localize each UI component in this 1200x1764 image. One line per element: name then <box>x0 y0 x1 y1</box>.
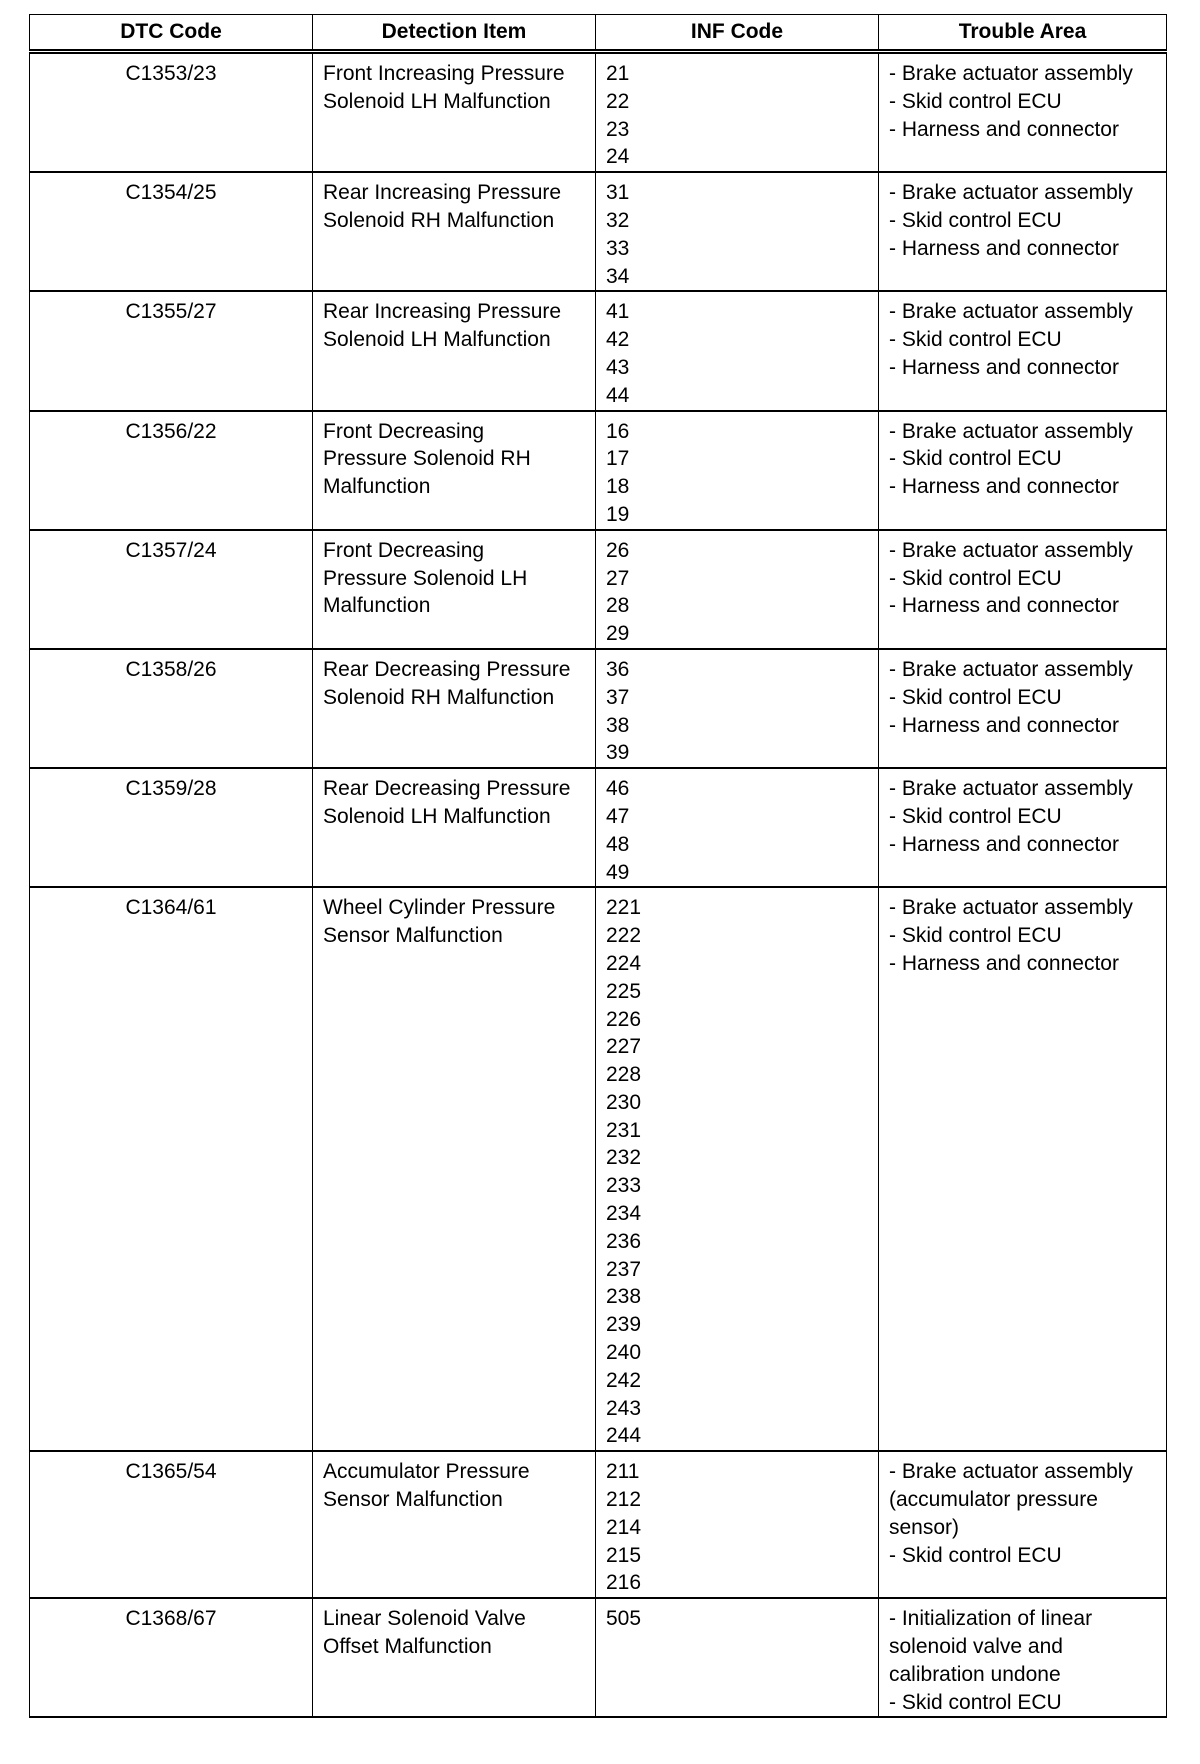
trouble-area-line: - Skid control ECU <box>889 1543 1062 1567</box>
trouble-area-line: - Harness and connector <box>889 236 1119 260</box>
trouble-area-line: - Brake actuator assembly <box>889 657 1133 681</box>
trouble-area-line: - Brake actuator assembly <box>889 777 1133 801</box>
table-row <box>30 649 1167 768</box>
detection-item-line: Front Decreasing <box>323 538 485 562</box>
dtc-code-cell: C1365/54 <box>30 1451 313 1598</box>
inf-code: 31 <box>606 181 630 205</box>
trouble-area-line: - Brake actuator assembly <box>889 300 1133 324</box>
inf-code: 231 <box>606 1118 642 1142</box>
trouble-area-line: - Skid control ECU <box>889 924 1062 948</box>
trouble-area-cell <box>879 768 1167 887</box>
inf-code: 233 <box>606 1174 642 1198</box>
inf-code: 238 <box>606 1285 642 1309</box>
detection-item-cell <box>313 291 596 410</box>
inf-code-cell <box>596 1598 879 1717</box>
table-row <box>30 887 1167 1451</box>
inf-code: 29 <box>606 622 630 646</box>
inf-code: 227 <box>606 1035 642 1059</box>
inf-code: 228 <box>606 1063 642 1087</box>
detection-item-cell <box>313 768 596 887</box>
inf-code: 236 <box>606 1229 642 1253</box>
trouble-area-cell <box>879 291 1167 410</box>
table-row <box>30 52 1167 173</box>
detection-item-line: Pressure Solenoid LH <box>323 566 528 590</box>
inf-code-cell <box>596 768 879 887</box>
trouble-area-cell <box>879 1451 1167 1598</box>
detection-item-line: Front Decreasing <box>323 419 485 443</box>
inf-code-cell <box>596 649 879 768</box>
trouble-area-line: solenoid valve and <box>889 1635 1063 1659</box>
trouble-area-line: - Skid control ECU <box>889 447 1062 471</box>
inf-code-cell <box>596 52 879 173</box>
trouble-area-line: - Harness and connector <box>889 117 1119 141</box>
trouble-area-cell <box>879 172 1167 291</box>
detection-item-line: Rear Increasing Pressure <box>323 181 562 205</box>
inf-code: 33 <box>606 236 630 260</box>
trouble-area-line: - Skid control ECU <box>889 1690 1062 1714</box>
trouble-area-line: - Harness and connector <box>889 713 1119 737</box>
table-row <box>30 1598 1167 1717</box>
inf-code: 32 <box>606 208 630 232</box>
trouble-area-line: - Harness and connector <box>889 832 1119 856</box>
dtc-code-cell: C1368/67 <box>30 1598 313 1717</box>
inf-code: 43 <box>606 355 630 379</box>
trouble-area-cell <box>879 530 1167 649</box>
inf-code: 240 <box>606 1341 642 1365</box>
inf-code: 211 <box>606 1460 640 1484</box>
trouble-area-line: - Brake actuator assembly <box>889 181 1133 205</box>
table-row <box>30 291 1167 410</box>
table-row <box>30 172 1167 291</box>
inf-code: 222 <box>606 924 642 948</box>
detection-item-line: Accumulator Pressure <box>323 1460 530 1484</box>
detection-item-cell <box>313 887 596 1451</box>
trouble-area-line: (accumulator pressure <box>889 1488 1098 1512</box>
dtc-code-cell: C1354/25 <box>30 172 313 291</box>
detection-item-line: Pressure Solenoid RH <box>323 447 531 471</box>
dtc-table <box>29 14 1167 1718</box>
inf-code: 234 <box>606 1202 642 1226</box>
inf-code: 225 <box>606 979 642 1003</box>
table-row <box>30 530 1167 649</box>
table-body <box>30 52 1167 1718</box>
inf-code: 23 <box>606 117 630 141</box>
trouble-area-line: - Brake actuator assembly <box>889 896 1133 920</box>
inf-code: 237 <box>606 1257 642 1281</box>
inf-code: 16 <box>606 419 630 443</box>
header-detection-item: Detection Item <box>313 15 596 52</box>
inf-code-cell <box>596 411 879 530</box>
inf-code: 19 <box>606 502 630 526</box>
trouble-area-line: - Initialization of linear <box>889 1607 1093 1631</box>
inf-code: 214 <box>606 1515 642 1539</box>
inf-code: 24 <box>606 145 630 169</box>
detection-item-line: Solenoid LH Malfunction <box>323 328 551 352</box>
trouble-area-line: - Harness and connector <box>889 475 1119 499</box>
inf-code: 224 <box>606 951 642 975</box>
trouble-area-line: - Brake actuator assembly <box>889 538 1133 562</box>
dtc-code-cell: C1356/22 <box>30 411 313 530</box>
inf-code: 28 <box>606 594 630 618</box>
detection-item-line: Malfunction <box>323 475 431 499</box>
inf-code: 34 <box>606 264 630 288</box>
trouble-area-line: - Skid control ECU <box>889 208 1062 232</box>
inf-code-cell <box>596 1451 879 1598</box>
inf-code: 38 <box>606 713 630 737</box>
trouble-area-line: - Harness and connector <box>889 951 1119 975</box>
header-trouble-area: Trouble Area <box>879 15 1167 52</box>
trouble-area-line: calibration undone <box>889 1662 1061 1686</box>
detection-item-line: Solenoid RH Malfunction <box>323 685 555 709</box>
inf-code: 18 <box>606 475 630 499</box>
inf-code: 41 <box>606 300 630 324</box>
detection-item-line: Linear Solenoid Valve <box>323 1607 526 1631</box>
detection-item-line: Offset Malfunction <box>323 1635 492 1659</box>
inf-code: 216 <box>606 1571 642 1595</box>
detection-item-cell <box>313 1598 596 1717</box>
inf-code: 47 <box>606 804 630 828</box>
detection-item-line: Rear Decreasing Pressure <box>323 657 571 681</box>
detection-item-line: Front Increasing Pressure <box>323 62 565 85</box>
trouble-area-line: - Skid control ECU <box>889 89 1062 113</box>
inf-code: 17 <box>606 447 630 471</box>
detection-item-line: Solenoid LH Malfunction <box>323 804 551 828</box>
inf-code: 42 <box>606 328 630 352</box>
inf-code: 215 <box>606 1543 642 1567</box>
detection-item-line: Sensor Malfunction <box>323 924 503 948</box>
trouble-area-line: - Skid control ECU <box>889 328 1062 352</box>
inf-code: 37 <box>606 685 630 709</box>
table-row <box>30 1451 1167 1598</box>
inf-code: 48 <box>606 832 630 856</box>
inf-code: 226 <box>606 1007 642 1031</box>
dtc-code-cell: C1359/28 <box>30 768 313 887</box>
inf-code: 242 <box>606 1368 642 1392</box>
inf-code: 27 <box>606 566 630 590</box>
detection-item-cell <box>313 1451 596 1598</box>
trouble-area-line: - Skid control ECU <box>889 566 1062 590</box>
dtc-code-cell: C1358/26 <box>30 649 313 768</box>
dtc-code-cell: C1353/23 <box>30 52 313 173</box>
trouble-area-line: - Harness and connector <box>889 355 1119 379</box>
trouble-area-line: - Harness and connector <box>889 594 1119 618</box>
trouble-area-line: - Skid control ECU <box>889 804 1062 828</box>
trouble-area-cell <box>879 1598 1167 1717</box>
detection-item-line: Solenoid LH Malfunction <box>323 89 551 113</box>
detection-item-line: Malfunction <box>323 594 431 618</box>
inf-code: 26 <box>606 538 630 562</box>
detection-item-line: Sensor Malfunction <box>323 1488 503 1512</box>
detection-item-cell <box>313 530 596 649</box>
trouble-area-line: - Brake actuator assembly <box>889 62 1133 85</box>
inf-code: 22 <box>606 89 630 113</box>
table-row <box>30 411 1167 530</box>
inf-code-cell <box>596 530 879 649</box>
inf-code: 239 <box>606 1313 642 1337</box>
detection-item-line: Rear Decreasing Pressure <box>323 777 571 801</box>
inf-code-cell <box>596 291 879 410</box>
header-inf-code: INF Code <box>596 15 879 52</box>
inf-code: 232 <box>606 1146 642 1170</box>
inf-code: 39 <box>606 741 630 765</box>
trouble-area-line: - Brake actuator assembly <box>889 1460 1133 1484</box>
dtc-code-cell: C1364/61 <box>30 887 313 1451</box>
inf-code-cell <box>596 887 879 1451</box>
inf-code: 21 <box>606 62 630 85</box>
detection-item-line: Wheel Cylinder Pressure <box>323 896 556 920</box>
trouble-area-line: sensor) <box>889 1515 960 1539</box>
inf-code: 244 <box>606 1424 642 1448</box>
detection-item-cell <box>313 411 596 530</box>
inf-code: 243 <box>606 1396 642 1420</box>
inf-code: 36 <box>606 657 630 681</box>
inf-code: 230 <box>606 1090 642 1114</box>
detection-item-cell <box>313 172 596 291</box>
trouble-area-cell <box>879 887 1167 1451</box>
trouble-area-line: - Brake actuator assembly <box>889 419 1133 443</box>
inf-code: 44 <box>606 383 630 407</box>
detection-item-cell <box>313 52 596 173</box>
inf-code: 46 <box>606 777 630 801</box>
dtc-code-cell: C1355/27 <box>30 291 313 410</box>
detection-item-line: Solenoid RH Malfunction <box>323 208 555 232</box>
inf-code: 212 <box>606 1488 642 1512</box>
trouble-area-cell <box>879 411 1167 530</box>
trouble-area-cell <box>879 52 1167 173</box>
trouble-area-cell <box>879 649 1167 768</box>
detection-item-cell <box>313 649 596 768</box>
table-header-row <box>30 15 1167 52</box>
trouble-area-line: - Skid control ECU <box>889 685 1062 709</box>
header-dtc-code: DTC Code <box>30 15 313 52</box>
detection-item-line: Rear Increasing Pressure <box>323 300 562 324</box>
inf-code-cell <box>596 172 879 291</box>
inf-code: 221 <box>606 896 642 920</box>
inf-code: 505 <box>606 1607 642 1631</box>
dtc-code-cell: C1357/24 <box>30 530 313 649</box>
inf-code: 49 <box>606 860 630 884</box>
table-row <box>30 768 1167 887</box>
